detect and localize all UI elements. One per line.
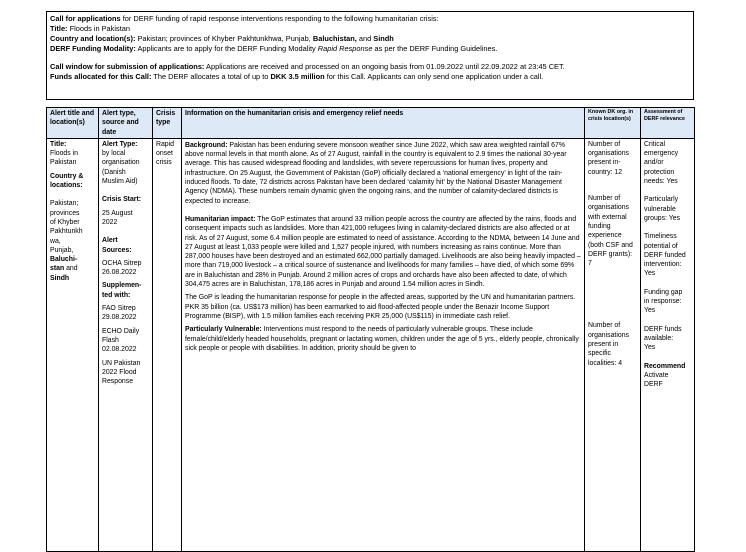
assess-line: Yes: [644, 270, 656, 278]
assess-line: DERF funds: [644, 325, 682, 333]
modality-italic: Rapid Response: [317, 44, 373, 54]
crisis-start-label: Crisis Start:: [102, 196, 142, 204]
vulnerable-text: Interventions must respond to the needs of particularly vulnerable groups. These include female/child/elderly headed households, pregnant or lactating women, children under the age of 5 yrs., elderly people, chronically sick people or people with disabilities. In addition, priority should be given to: [185, 326, 579, 352]
background-text: Pakistan has been enduring severe monsoon weather since June 2022, which saw area weighted rainfall 67% above normal levels in that month alone. As of 27 August, rainfall in the country is equivalent to 2.9 times the national 30-year average. This has caused widespread flooding and landslides, with severe repercussions for human lives, property and infrastructure. On 25 August, the Government of Pakistan (GoP) officially declared a ‘national emergency’ in light of the rain-induced floods. To date, 72 districts across Pakistan have been declared ‘calamity hit’ by the National Disaster Management Agency (NDMA). These numbers remain dynamic given the ongoing rains, and the number of calamity-declared districts is expected to increase.: [185, 141, 567, 205]
call-line: [50, 14, 690, 24]
header-known-dk: Known DK org. in crisis location(s): [585, 108, 641, 139]
call-text: for DERF funding of rapid response interventions responding to the following humanitarian crisis:: [120, 14, 439, 23]
assess-line: Critical: [644, 140, 666, 148]
window-line: [50, 62, 690, 72]
source-line: 2022 Flood: [102, 368, 137, 376]
org-line: with external: [588, 213, 627, 221]
title-line: Pakistan: [50, 159, 77, 167]
source-line: 26.08.2022: [102, 269, 137, 277]
source-line: UN Pakistan: [102, 359, 141, 367]
header-info: Information on the humanitarian crisis and emergency relief needs: [182, 108, 585, 139]
table-header-row: [47, 108, 695, 139]
country-sindh: Sindh: [373, 34, 394, 44]
vulnerable-label: Particularly Vulnerable:: [185, 326, 262, 334]
assess-line: Timeliness: [644, 233, 677, 241]
supplemented-label-2: ted with:: [102, 291, 131, 299]
spacer: [644, 223, 691, 232]
assess-line: vulnerable: [644, 205, 676, 213]
country-mid: and: [356, 34, 374, 44]
vulnerable-paragraph: [185, 325, 581, 353]
title-line: [50, 24, 690, 34]
spacer: [644, 353, 691, 362]
table-row: [47, 138, 695, 551]
alert-type-line: Muslim Aid): [102, 178, 138, 186]
spacer: [50, 190, 95, 199]
recommend-label: Recommend: [644, 362, 686, 370]
country-label: Country and location(s):: [50, 34, 136, 44]
country-baluchistan: Baluchistan,: [312, 34, 357, 44]
assess-line: Activate: [644, 371, 669, 379]
crisis-type-line: crisis: [156, 159, 172, 167]
org-line: organisations: [588, 204, 629, 212]
spacer: [588, 177, 637, 194]
assess-line: DERF: [644, 381, 663, 389]
location-baluchistan-1: Baluchi-: [50, 256, 78, 264]
location-sindh: Sindh: [50, 274, 70, 282]
org-line: organisations: [588, 150, 629, 158]
country-label: Country &: [50, 172, 84, 180]
alert-type-line: (Danish: [102, 168, 126, 176]
location-line: of Khyber: [50, 218, 80, 226]
org-line: organisations: [588, 331, 629, 339]
header-alert-title: Alert title and location(s): [47, 108, 99, 139]
location-line: Pakistan;: [50, 200, 79, 208]
humanitarian-impact-paragraph: [185, 215, 581, 289]
country-pre: Pakistan; provinces of Khyber Pakhtunkhwa, Punjab,: [135, 34, 313, 44]
crisis-type-line: Rapid: [156, 140, 175, 148]
source-line: 29.08.2022: [102, 314, 137, 322]
source-line: ECHO Daily: [102, 327, 140, 335]
spacer: [644, 186, 691, 195]
supplemented-label-1: Supplemen-: [102, 282, 142, 290]
call-lead: Call for applications: [50, 14, 121, 23]
source-line: 02.08.2022: [102, 346, 137, 354]
assess-line: groups: Yes: [644, 214, 681, 222]
window-text: Applications are received and processed on an ongoing basis from 01.09.2022 until 22.09.2022 at 23:45 CET.: [204, 62, 565, 72]
org-line: localities: 4: [588, 359, 623, 367]
location-and: and: [64, 265, 78, 273]
spacer: [644, 279, 691, 288]
location-line: provinces: [50, 209, 80, 217]
assess-line: protection: [644, 168, 675, 176]
humanitarian-impact-text: The GoP estimates that around 33 million people across the country are affected by the rains, floods and consequent impacts such as landslides. More than 421,000 refugees living in calamity-declared districts are also affected or at risk. As of 27 August, some 6.4 million people are estimated to need of assistance. According to the NDMA, between 14 June and 27 August at least 1,033 people were killed and 1,527 people injured, with numbers increasing as rains continue. More than 287,000 houses have been destroyed and an estimated 662,000 partially damaged. Livelihoods are also being heavily impacted – more than 719,000 livestock – a critical source of sustenance and livelihoods for many families – have died, of which some 69% are in Baluchistan and 28% in Punjab. Around 2 million acres of crops and orchards have also been affected to date, of which 304,475 acres are in Baluchistan, 178,186 acres in Punjab and around 1.54 million acres in Sindh.: [185, 215, 581, 289]
cell-known-dk-orgs: [585, 138, 641, 551]
org-line: DERF grants):: [588, 250, 633, 258]
assess-line: needs: Yes: [644, 178, 678, 186]
assess-line: available:: [644, 334, 674, 342]
assess-line: Funding gap: [644, 288, 683, 296]
header-crisis-type: Crisis type: [153, 108, 182, 139]
cell-alert-type: [99, 138, 153, 551]
assess-line: Yes: [644, 344, 656, 352]
background-paragraph: [185, 141, 581, 206]
title-value: Floods in Pakistan: [67, 24, 130, 34]
window-label: Call window for submission of applications:: [50, 62, 205, 72]
humanitarian-impact-label: Humanitarian impact:: [185, 215, 256, 223]
assess-line: Particularly: [644, 196, 679, 204]
org-line: present in-: [588, 159, 621, 167]
org-line: (both CSF and: [588, 241, 633, 249]
cell-information: [182, 138, 585, 551]
source-line: OCHA Sitrep: [102, 259, 142, 267]
modality-post: as per the DERF Funding Guidelines.: [372, 44, 498, 54]
org-line: present in: [588, 341, 619, 349]
org-line: experience: [588, 232, 622, 240]
location-baluchistan-line: [50, 264, 95, 273]
alert-type-label: Alert Type:: [102, 140, 138, 148]
background-label: Background:: [185, 141, 228, 149]
alert-sources-label-1: Alert: [102, 237, 118, 245]
spacer: [102, 227, 149, 236]
spacer: [102, 186, 149, 195]
org-line: Number of: [588, 195, 621, 203]
org-line: country: 12: [588, 168, 623, 176]
cell-assessment: [641, 138, 695, 551]
location-line: Punjab,: [50, 246, 74, 254]
funds-line: [50, 72, 690, 82]
crisis-start-line: 2022: [102, 218, 118, 226]
assess-line: potential of: [644, 242, 678, 250]
assess-line: emergency: [644, 150, 679, 158]
funds-post: for this Call. Applicants can only send one application under a call.: [324, 72, 544, 82]
location-line: Pakhtunkh: [50, 228, 83, 236]
modality-pre: Applicants are to apply for the DERF Funding Modality: [135, 44, 318, 54]
location-line: wa,: [50, 237, 61, 245]
modality-line: [50, 44, 690, 54]
org-line: Number of: [588, 140, 621, 148]
country-line: [50, 34, 690, 44]
source-line: FAO Sitrep: [102, 305, 136, 313]
alert-type-line: by local: [102, 150, 126, 158]
spacer: [644, 316, 691, 325]
modality-label: DERF Funding Modality:: [50, 44, 136, 54]
header-assessment: Assessment of DERF relevance: [641, 108, 695, 139]
alert-sources-label-2: Sources:: [102, 246, 132, 254]
crisis-type-line: onset: [156, 150, 173, 158]
title-label: Title:: [50, 140, 67, 148]
cell-crisis-type: [153, 138, 182, 551]
locations-label: locations:: [50, 182, 83, 190]
source-line: Flash: [102, 336, 119, 344]
org-line: 7: [588, 260, 592, 268]
org-line: funding: [588, 222, 611, 230]
assess-line: DERF funded: [644, 251, 686, 259]
org-line: specific: [588, 350, 611, 358]
funds-label: Funds allocated for this Call:: [50, 72, 152, 82]
crisis-start-line: 25 August: [102, 209, 133, 217]
assess-line: in response:: [644, 298, 682, 306]
org-line: Number of: [588, 322, 621, 330]
funds-pre: The DERF allocates a total of up to: [151, 72, 271, 82]
cell-alert-title: [47, 138, 99, 551]
spacer: [588, 268, 637, 321]
assess-line: and/or: [644, 159, 664, 167]
source-line: Response: [102, 378, 134, 386]
header-alert-type: Alert type, source and date: [99, 108, 153, 139]
assess-line: Yes: [644, 307, 656, 315]
gop-response-paragraph: The GoP is leading the humanitarian response for people in the affected areas, supported by the UN and humanitarian partners. PKR 35 billion (ca. US$173 million) has been earmarked to aid flood-affected people under the Benazir Income Support Programme (BISP), with 1.5 million families each receiving PKR 25,000 (US$115) in immediate cash relief.: [185, 294, 576, 320]
funds-amount: DKK 3.5 million: [270, 72, 325, 82]
location-baluchistan-2: stan: [50, 265, 65, 273]
title-label: Title:: [50, 24, 68, 34]
alert-type-line: organisation: [102, 159, 140, 167]
title-line: Floods in: [50, 150, 78, 158]
call-header-box: [46, 11, 694, 100]
alert-table: [46, 107, 695, 552]
header-spacer: [50, 54, 690, 62]
assess-line: intervention:: [644, 261, 682, 269]
